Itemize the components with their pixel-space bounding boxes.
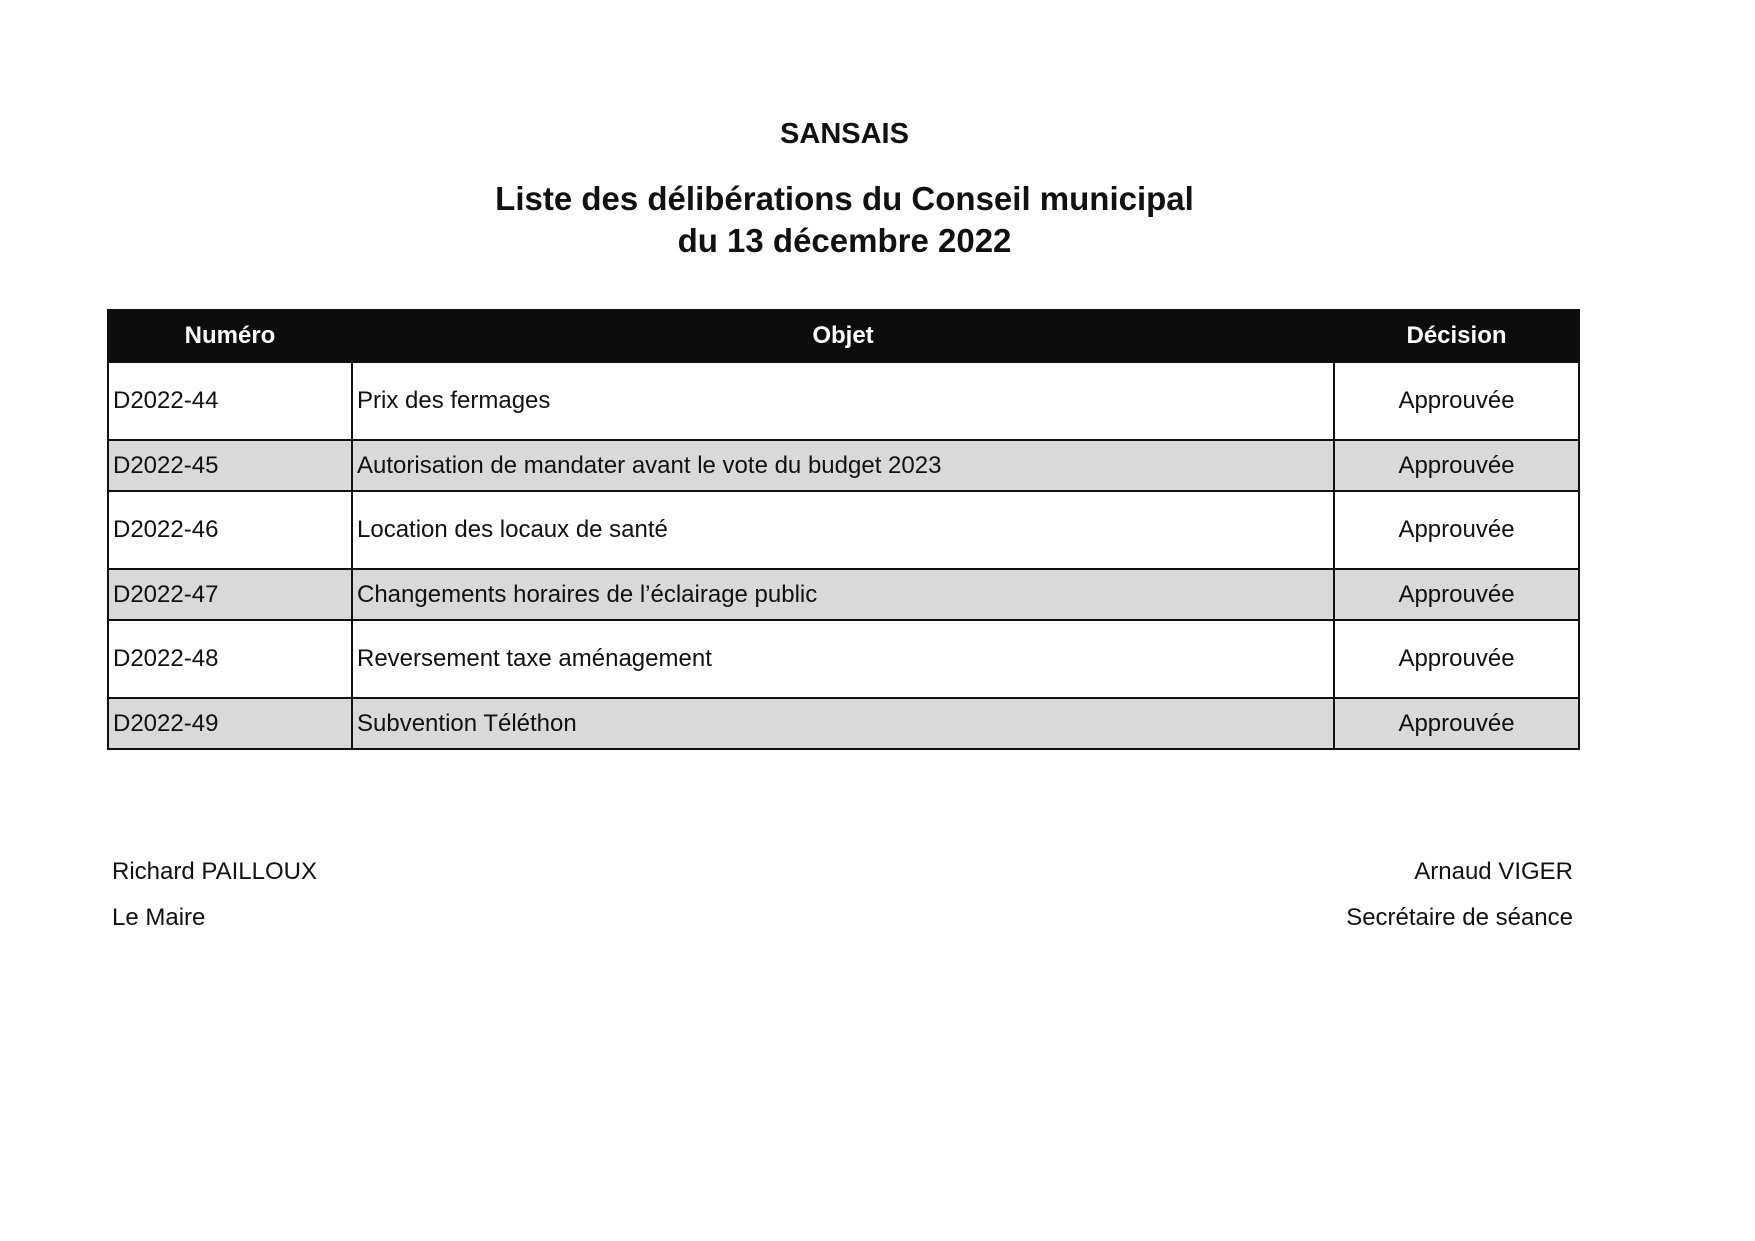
commune-name: SANSAIS	[780, 118, 909, 150]
cell-numero: D2022-49	[108, 698, 352, 749]
signature-mayor	[112, 858, 317, 950]
cell-decision: Approuvée	[1334, 569, 1579, 620]
cell-objet: Changements horaires de l’éclairage public	[352, 569, 1334, 620]
mayor-role: Le Maire	[112, 904, 206, 931]
cell-numero: D2022-44	[108, 362, 352, 440]
cell-numero: D2022-46	[108, 491, 352, 569]
table-row	[108, 569, 1579, 620]
table-row	[108, 620, 1579, 698]
cell-numero: D2022-45	[108, 440, 352, 491]
table-row	[108, 440, 1579, 491]
title-line-2: du 13 décembre 2022	[677, 222, 1012, 259]
cell-objet: Prix des fermages	[352, 362, 1334, 440]
column-header-numero: Numéro	[108, 310, 352, 362]
signature-secretary	[1346, 858, 1573, 950]
column-header-objet: Objet	[352, 310, 1334, 362]
mayor-name: Richard PAILLOUX	[112, 858, 317, 885]
table-row	[108, 698, 1579, 749]
secretary-role: Secrétaire de séance	[1346, 904, 1573, 931]
cell-numero: D2022-48	[108, 620, 352, 698]
title-line-1: Liste des délibérations du Conseil municipal	[495, 180, 1194, 217]
cell-numero: D2022-47	[108, 569, 352, 620]
cell-objet: Location des locaux de santé	[352, 491, 1334, 569]
column-header-decision: Décision	[1334, 310, 1579, 362]
deliberations-table	[107, 309, 1580, 750]
table-row	[108, 362, 1579, 440]
cell-decision: Approuvée	[1334, 698, 1579, 749]
table-header-row	[108, 310, 1579, 362]
cell-objet: Autorisation de mandater avant le vote du budget 2023	[352, 440, 1334, 491]
cell-decision: Approuvée	[1334, 362, 1579, 440]
secretary-name: Arnaud VIGER	[1414, 858, 1573, 885]
cell-objet: Subvention Téléthon	[352, 698, 1334, 749]
cell-decision: Approuvée	[1334, 620, 1579, 698]
cell-objet: Reversement taxe aménagement	[352, 620, 1334, 698]
cell-decision: Approuvée	[1334, 440, 1579, 491]
cell-decision: Approuvée	[1334, 491, 1579, 569]
document-title	[0, 178, 1689, 262]
table-row	[108, 491, 1579, 569]
